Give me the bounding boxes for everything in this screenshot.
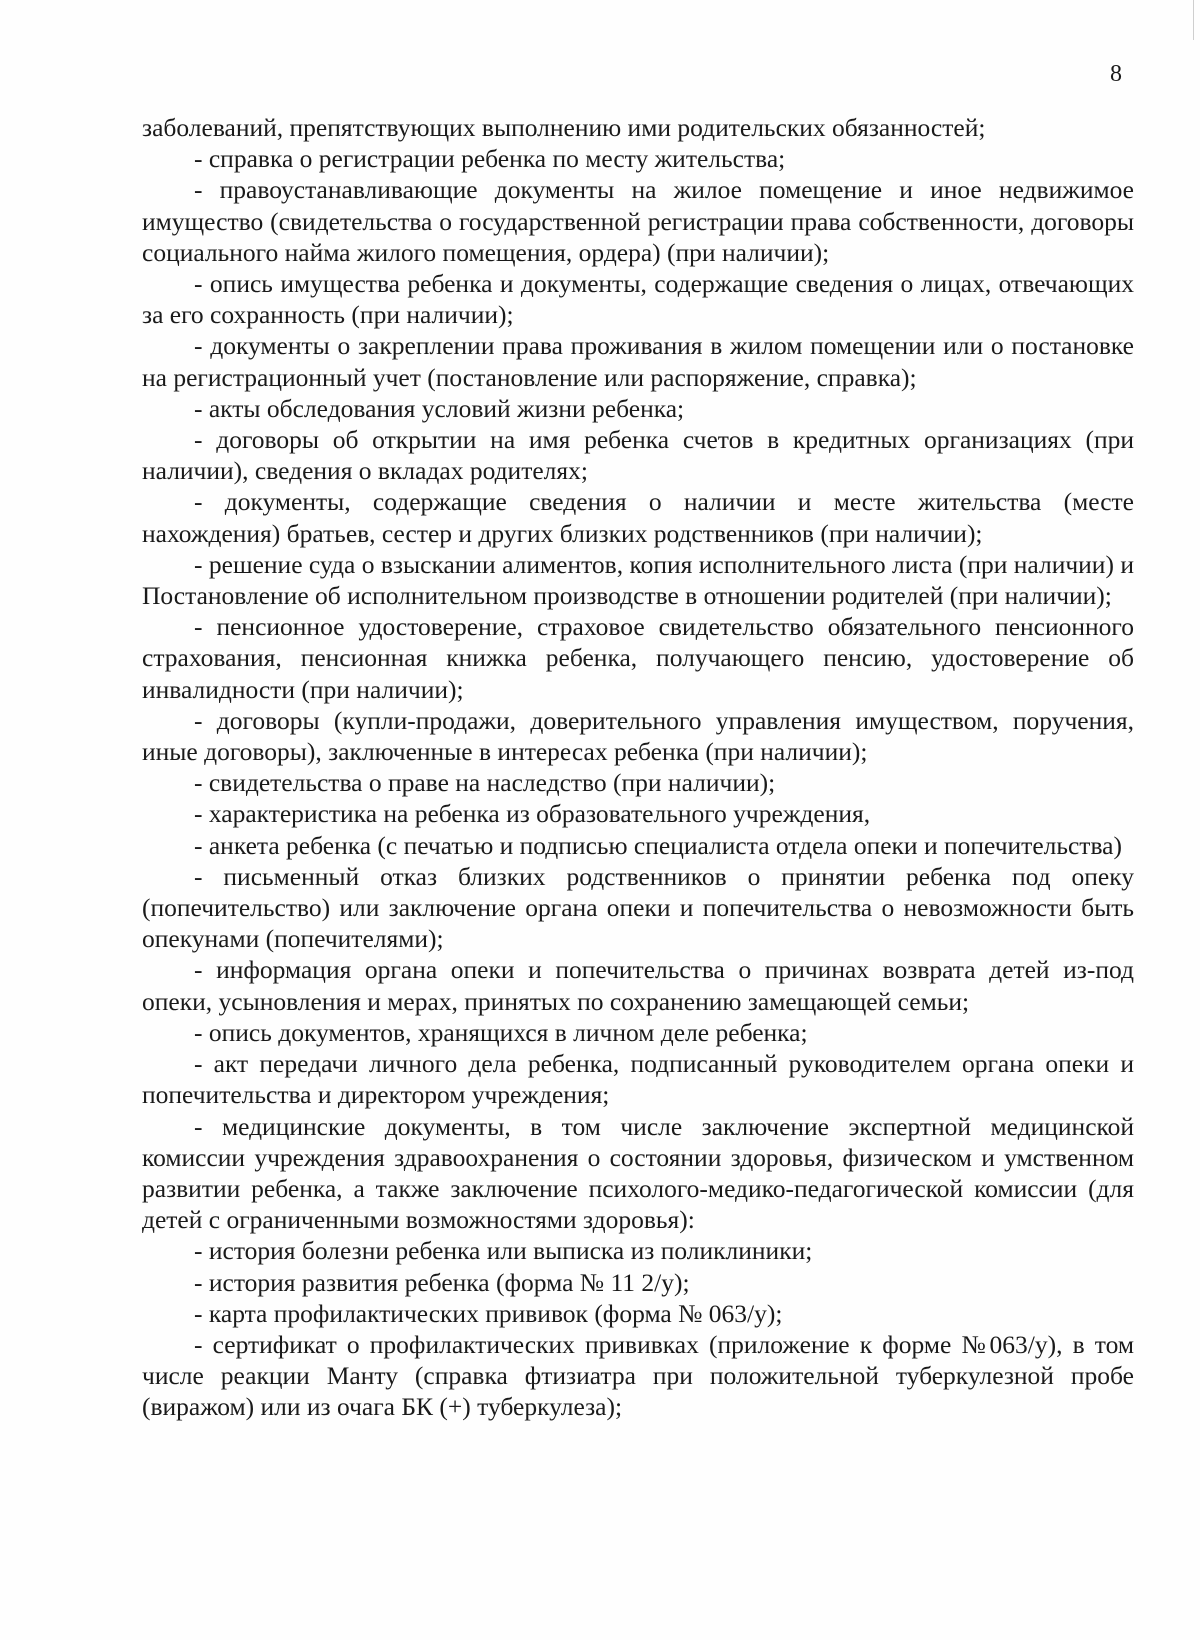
- list-item: - правоустанавливающие документы на жилое помещение и иное недвижимое имущество (свидетельства о государственной регистрации права собственности, договоры социального найма жилого помещения, ордера) (при наличии);: [142, 175, 1134, 267]
- list-item: - медицинские документы, в том числе заключение экспертной медицинской комиссии учреждения здравоохранения о состоянии здоровья, физическом и умственном развитии ребенка, а также заключение психолого-медико-педагогической комиссии (для детей с ограниченными возможностями здоровья):: [142, 1111, 1134, 1235]
- list-item: - решение суда о взыскании алиментов, копия исполнительного листа (при наличии) и Постановление об исполнительном производстве в отношении родителей (при наличии);: [142, 549, 1134, 611]
- paragraph: заболеваний, препятствующих выполнению ими родительских обязанностей;: [142, 113, 986, 142]
- list-item: - акты обследования условий жизни ребенка;: [194, 393, 685, 423]
- page-number: 8: [1110, 61, 1122, 87]
- list-item: - карта профилактических прививок (форма № 063/у);: [194, 1298, 783, 1328]
- list-item: - справка о регистрации ребенка по месту жительства;: [194, 144, 786, 174]
- list-item: - характеристика на ребенка из образовательного учреждения,: [194, 799, 871, 829]
- list-item: - информация органа опеки и попечительства о причинах возврата детей из-под опеки, усыновления и мерах, принятых по сохранению замещающей семьи;: [142, 955, 1134, 1016]
- list-item: - опись имущества ребенка и документы, содержащие сведения о лицах, отвечающих за его сохранность (при наличии);: [142, 269, 1134, 330]
- list-item: - акт передачи личного дела ребенка, подписанный руководителем органа опеки и попечительства и директором учреждения;: [142, 1049, 1134, 1110]
- list-item: - письменный отказ близких родственников о принятии ребенка под опеку (попечительство) или заключение органа опеки и попечительства о невозможности быть опекунами (попечителями);: [142, 861, 1134, 954]
- document-body: [142, 112, 1134, 1423]
- list-item: - история развития ребенка (форма № 11 2/у);: [194, 1267, 690, 1297]
- list-item: - история болезни ребенка или выписка из поликлиники;: [194, 1236, 813, 1266]
- list-item: - свидетельства о праве на наследство (при наличии);: [194, 768, 776, 798]
- list-item: - документы о закреплении права проживания в жилом помещении или о постановке на регистрационный учет (постановление или распоряжение, справка);: [142, 331, 1134, 392]
- list-item: - пенсионное удостоверение, страховое свидетельство обязательного пенсионного страхования, пенсионная книжка ребенка, получающего пенсию, удостоверение об инвалидности (при наличии);: [142, 612, 1134, 704]
- list-item: - сертификат о профилактических прививках (приложение к форме №063/у), в том числе реакции Манту (справка фтизиатра при положительной туберкулезной пробе (виражом) или из очага БК (+) туберкулеза);: [142, 1329, 1134, 1422]
- list-item: - анкета ребенка (с печатью и подписью специалиста отдела опеки и попечительства): [194, 830, 1122, 860]
- list-item: - договоры (купли-продажи, доверительного управления имуществом, поручения, иные договоры), заключенные в интересах ребенка (при наличии);: [142, 705, 1134, 767]
- list-item: - договоры об открытии на имя ребенка счетов в кредитных организациях (при наличии), сведения о вкладах родителях;: [142, 425, 1134, 486]
- scan-edge-line: [1193, 0, 1194, 40]
- list-item: - документы, содержащие сведения о наличии и месте жительства (месте нахождения) братьев, сестер и других близких родственников (при наличии);: [142, 487, 1134, 548]
- list-item: - опись документов, хранящихся в личном деле ребенка;: [194, 1017, 808, 1047]
